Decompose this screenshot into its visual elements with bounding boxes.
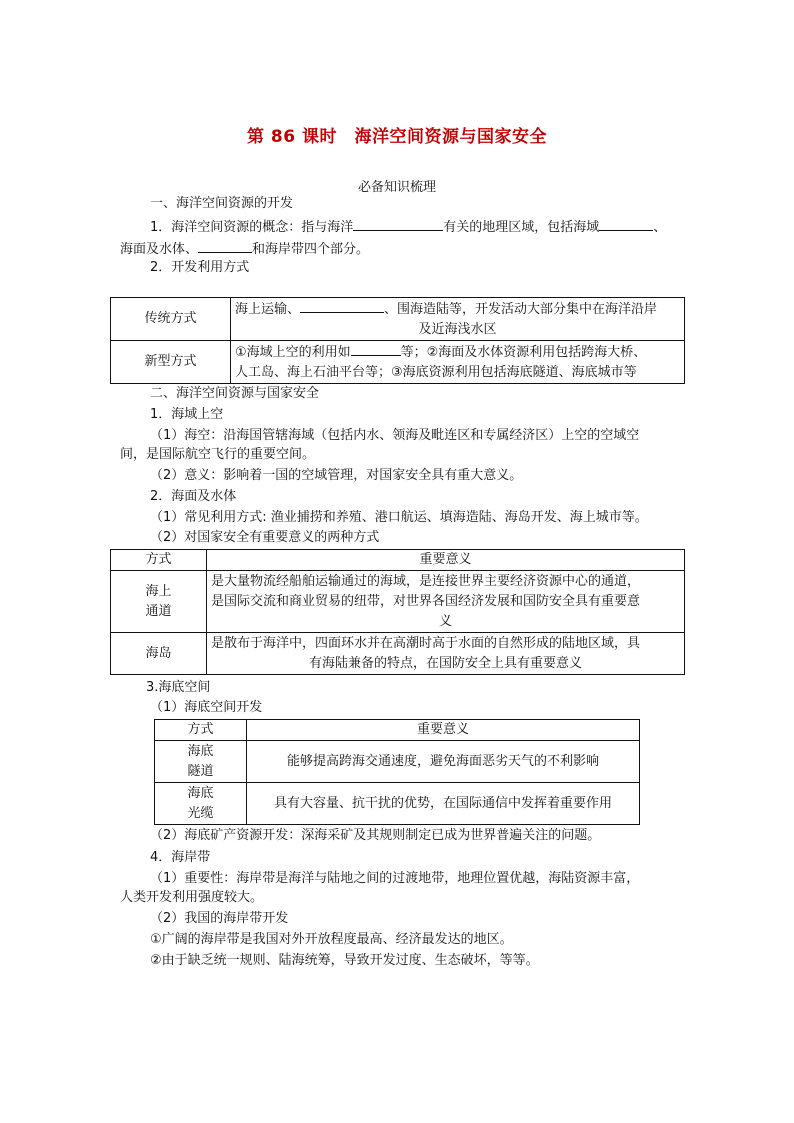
row-label-traditional: 传统方式 xyxy=(111,298,231,341)
concept-text-1: 1．海洋空间资源的概念：指与海洋 xyxy=(150,220,354,235)
paragraph-importance: （1）重要性：海岸带是海洋与陆地之间的过渡地带，地理位置优越，海陆资源丰富， xyxy=(150,871,640,886)
fill-blank-4[interactable] xyxy=(300,298,384,313)
cell-text: 是大量物流经船舶运输通过的海域，是连接世界主要经济资源中心的通道， xyxy=(211,573,641,589)
paragraph-two-methods: （2）对国家安全有重要意义的两种方式 xyxy=(150,530,380,545)
header-significance: 重要意义 xyxy=(247,720,640,741)
paragraph-common-usage: （1）常见利用方式: 渔业捕捞和养殖、港口航运、填海造陆、海岛开发、海上城市等。 xyxy=(150,510,648,525)
concept-text-3: 、 xyxy=(653,220,667,235)
heading-coastal-zone: 4．海岸带 xyxy=(150,850,211,865)
paragraph-importance-cont: 人类开发利用强度较大。 xyxy=(120,890,264,905)
table-row xyxy=(111,633,685,675)
heading-usage-methods: 2．开发利用方式 xyxy=(150,260,250,275)
row-label-sea-lane xyxy=(111,571,207,633)
row-content-island xyxy=(207,633,685,675)
heading-seabed-space: 3.海底空间 xyxy=(146,680,211,695)
heading-section-2: 二、海洋空间资源与国家安全 xyxy=(150,386,320,401)
cell-text: 隧道 xyxy=(187,763,214,779)
cell-text: 义 xyxy=(438,613,452,629)
cell-text: 海上 xyxy=(145,583,172,599)
cell-text: 光缆 xyxy=(187,805,214,821)
row-content-cable: 具有大容量、抗干扰的优势，在国际通信中发挥着重要作用 xyxy=(247,783,640,825)
concept-text-5: 和海岸带四个部分。 xyxy=(252,242,370,257)
paragraph-airspace: （1）海空：沿海国管辖海域（包括内水、领海及毗连区和专属经济区）上空的空域空 xyxy=(150,428,640,443)
heading-airspace: 1．海域上空 xyxy=(150,407,224,422)
paragraph-seabed-minerals: （2）海底矿产资源开发：深海采矿及其规则制定已成为世界普遍关注的问题。 xyxy=(150,828,601,843)
table-header-row xyxy=(111,550,685,571)
page-title: 第 86 课时 海洋空间资源与国家安全 xyxy=(247,127,547,147)
cell-text: 海底 xyxy=(187,743,214,759)
row-label-cable xyxy=(155,783,247,825)
row-label-new: 新型方式 xyxy=(111,341,231,384)
row-content-new xyxy=(231,341,685,384)
section-subtitle: 必备知识梳理 xyxy=(357,180,436,195)
heading-section-1: 一、海洋空间资源的开发 xyxy=(150,196,294,211)
cell-text: 、围海造陆等，开发活动大部分集中在海洋沿岸 xyxy=(384,302,658,317)
cell-text: 等；②海面及水体资源利用包括跨海大桥、 xyxy=(400,345,647,360)
cell-text: 是散布于海洋中，四面环水并在高潮时高于水面的自然形成的陆地区域，具 xyxy=(211,635,641,651)
row-label-tunnel xyxy=(155,741,247,783)
table-row xyxy=(111,341,685,384)
security-methods-table xyxy=(110,549,685,675)
table-row xyxy=(155,741,640,783)
table-row xyxy=(111,571,685,633)
row-label-island: 海岛 xyxy=(111,633,207,675)
paragraph-airspace-cont: 间，是国际航空飞行的重要空间。 xyxy=(120,447,316,462)
paragraph-point-2: ②由于缺乏统一规则、陆海统筹，导致开发过度、生态破坏，等等。 xyxy=(150,953,539,968)
paragraph-airspace-meaning: （2）意义：影响着一国的空域管理，对国家安全具有重大意义。 xyxy=(150,468,523,483)
usage-methods-table xyxy=(110,297,685,384)
fill-blank-1[interactable] xyxy=(353,216,443,231)
concept-text-2: 有关的地理区域，包括海域 xyxy=(443,220,600,235)
heading-sea-surface: 2．海面及水体 xyxy=(150,489,237,504)
cell-text: 海底 xyxy=(187,785,214,801)
cell-text: 通道 xyxy=(145,603,172,619)
header-method: 方式 xyxy=(155,720,247,741)
paragraph-concept-cont xyxy=(120,238,369,260)
cell-text: 有海陆兼备的特点，在国防安全上具有重要意义 xyxy=(308,655,582,671)
cell-text: 人工岛、海上石油平台等；③海底资源利用包括海底隧道、海底城市等 xyxy=(235,365,637,380)
seabed-methods-table xyxy=(154,719,640,825)
fill-blank-5[interactable] xyxy=(351,341,401,356)
paragraph-point-1: ①广阔的海岸带是我国对外开放程度最高、经济最发达的地区。 xyxy=(150,932,513,947)
header-significance: 重要意义 xyxy=(207,550,685,571)
paragraph-china-coastal: （2）我国的海岸带开发 xyxy=(150,911,289,926)
paragraph-concept xyxy=(150,216,666,238)
row-content-tunnel: 能够提高跨海交通速度，避免海面恶劣天气的不利影响 xyxy=(247,741,640,783)
row-content-sea-lane xyxy=(207,571,685,633)
paragraph-seabed-dev: （1）海底空间开发 xyxy=(150,700,263,715)
cell-text: 及近海浅水区 xyxy=(418,322,497,337)
fill-blank-2[interactable] xyxy=(599,216,653,231)
table-row xyxy=(155,783,640,825)
row-content-traditional xyxy=(231,298,685,341)
cell-text: 海上运输、 xyxy=(235,302,301,317)
cell-text: 是国际交流和商业贸易的纽带，对世界各国经济发展和国防安全具有重要意 xyxy=(211,593,641,609)
header-method: 方式 xyxy=(111,550,207,571)
table-header-row xyxy=(155,720,640,741)
cell-text: ①海域上空的利用如 xyxy=(235,345,351,360)
fill-blank-3[interactable] xyxy=(198,238,252,253)
concept-text-4: 海面及水体、 xyxy=(120,242,199,257)
table-row xyxy=(111,298,685,341)
